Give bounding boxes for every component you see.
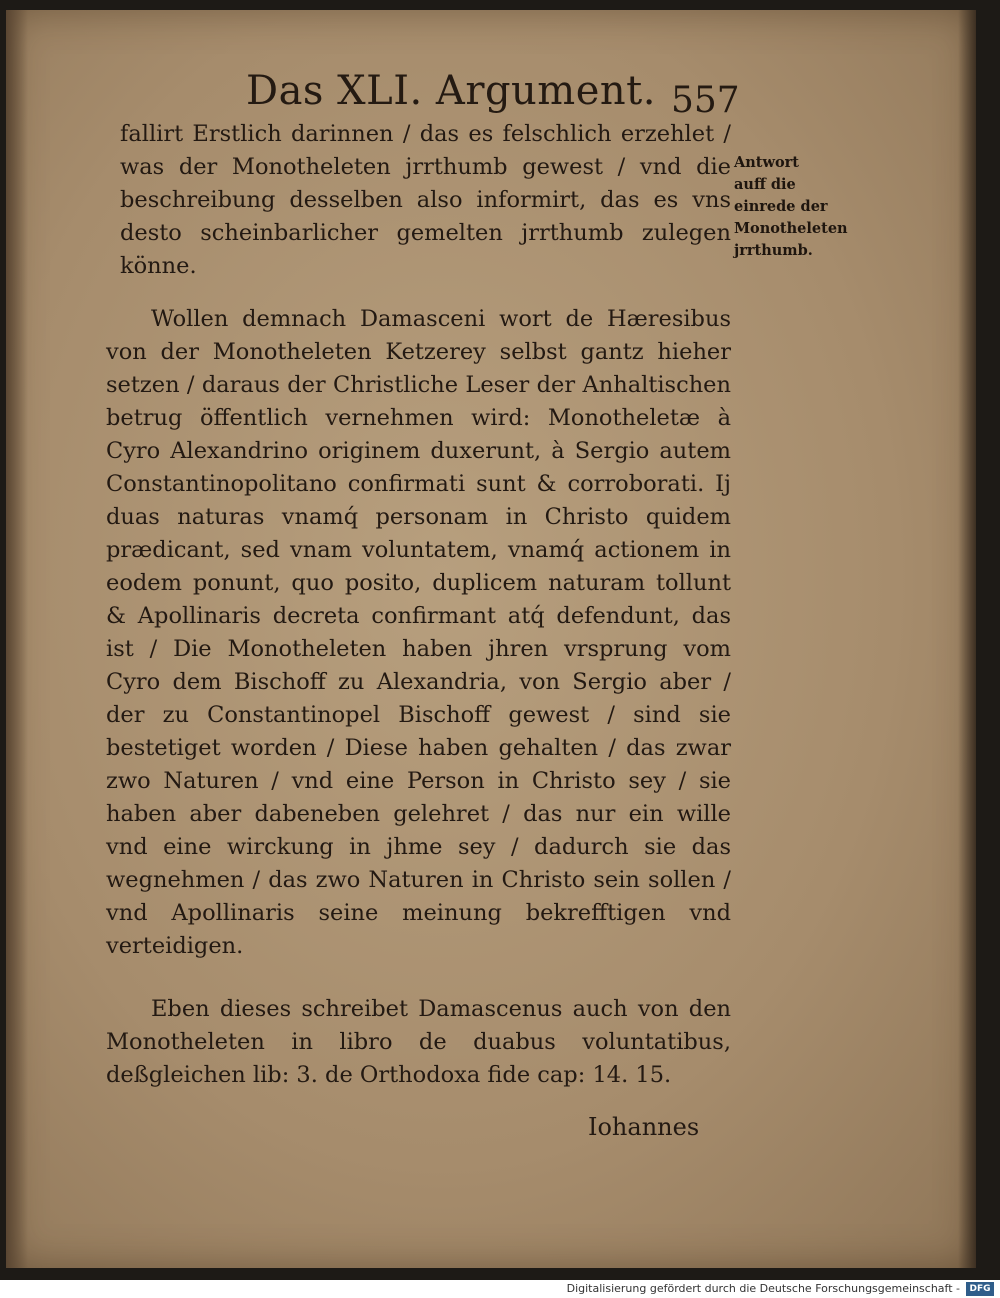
dfg-logo: DFG — [966, 1282, 994, 1296]
paragraph-3: Eben dieses schreibet Damascenus auch von den Monotheleten in libro de duabus voluntatibus, deßgleichen lib: 3. de Orthodoxa fide cap: 14. 15. — [106, 996, 731, 1088]
marginal-note: Antwort auff die einrede der Monotheleten jrrthumb. — [734, 154, 848, 259]
page-shadow-right — [958, 10, 976, 1268]
page-shadow-left — [6, 10, 28, 1268]
funding-credit: Digitalisierung gefördert durch die Deutsche Forschungsgemeinschaft - — [566, 1282, 960, 1295]
book-page — [6, 10, 976, 1268]
paragraph-2: Wollen demnach Damasceni wort de Hæresibus von der Monotheleten Ketzerey selbst gantz hieher setzen / daraus der Christliche Leser der Anhaltischen betrug öffentlich vernehmen wird: Monotheletæ à Cyro Alexandrino originem duxerunt, à Sergio autem Constantinopolitano confirmati sunt & corroborati. Ij duas naturas vnamq́ personam in Christo quidem prædicant, sed vnam voluntatem, vnamq́ actionem in eodem ponunt, quo posito, duplicem naturam tollunt & Apollinaris decreta confirmant atq́ defendunt, das ist / Die Monotheleten haben jhren vrsprung vom Cyro dem Bischoff zu Alexandria, von Sergio aber / der zu Constantinopel Bischoff gewest / sind sie bestetiget worden / Diese haben gehalten / das zwar zwo Naturen / vnd eine Person in Christo sey / sie haben aber dabeneben gelehret / das nur ein wille vnd eine wirckung in jhme sey / dadurch sie das wegnehmen / das zwo Naturen in Christo sein sollen / vnd Apollinaris seine meinung bekrefftigen vnd verteidigen. — [106, 306, 731, 959]
page-number: 557 — [671, 80, 740, 121]
running-header: Das XLI. Argument. — [246, 68, 656, 114]
catchword: Iohannes — [588, 1113, 700, 1141]
paragraph-1: fallirt Erstlich darinnen / das es felschlich erzehlet / was der Monotheleten jrrthumb gewest / vnd die beschreibung desselben also informirt, das es vns desto scheinbarlicher gemelten jrrthumb zulegen könne. — [120, 121, 731, 279]
body-text — [106, 118, 731, 1092]
digitization-footer — [0, 1280, 1000, 1298]
